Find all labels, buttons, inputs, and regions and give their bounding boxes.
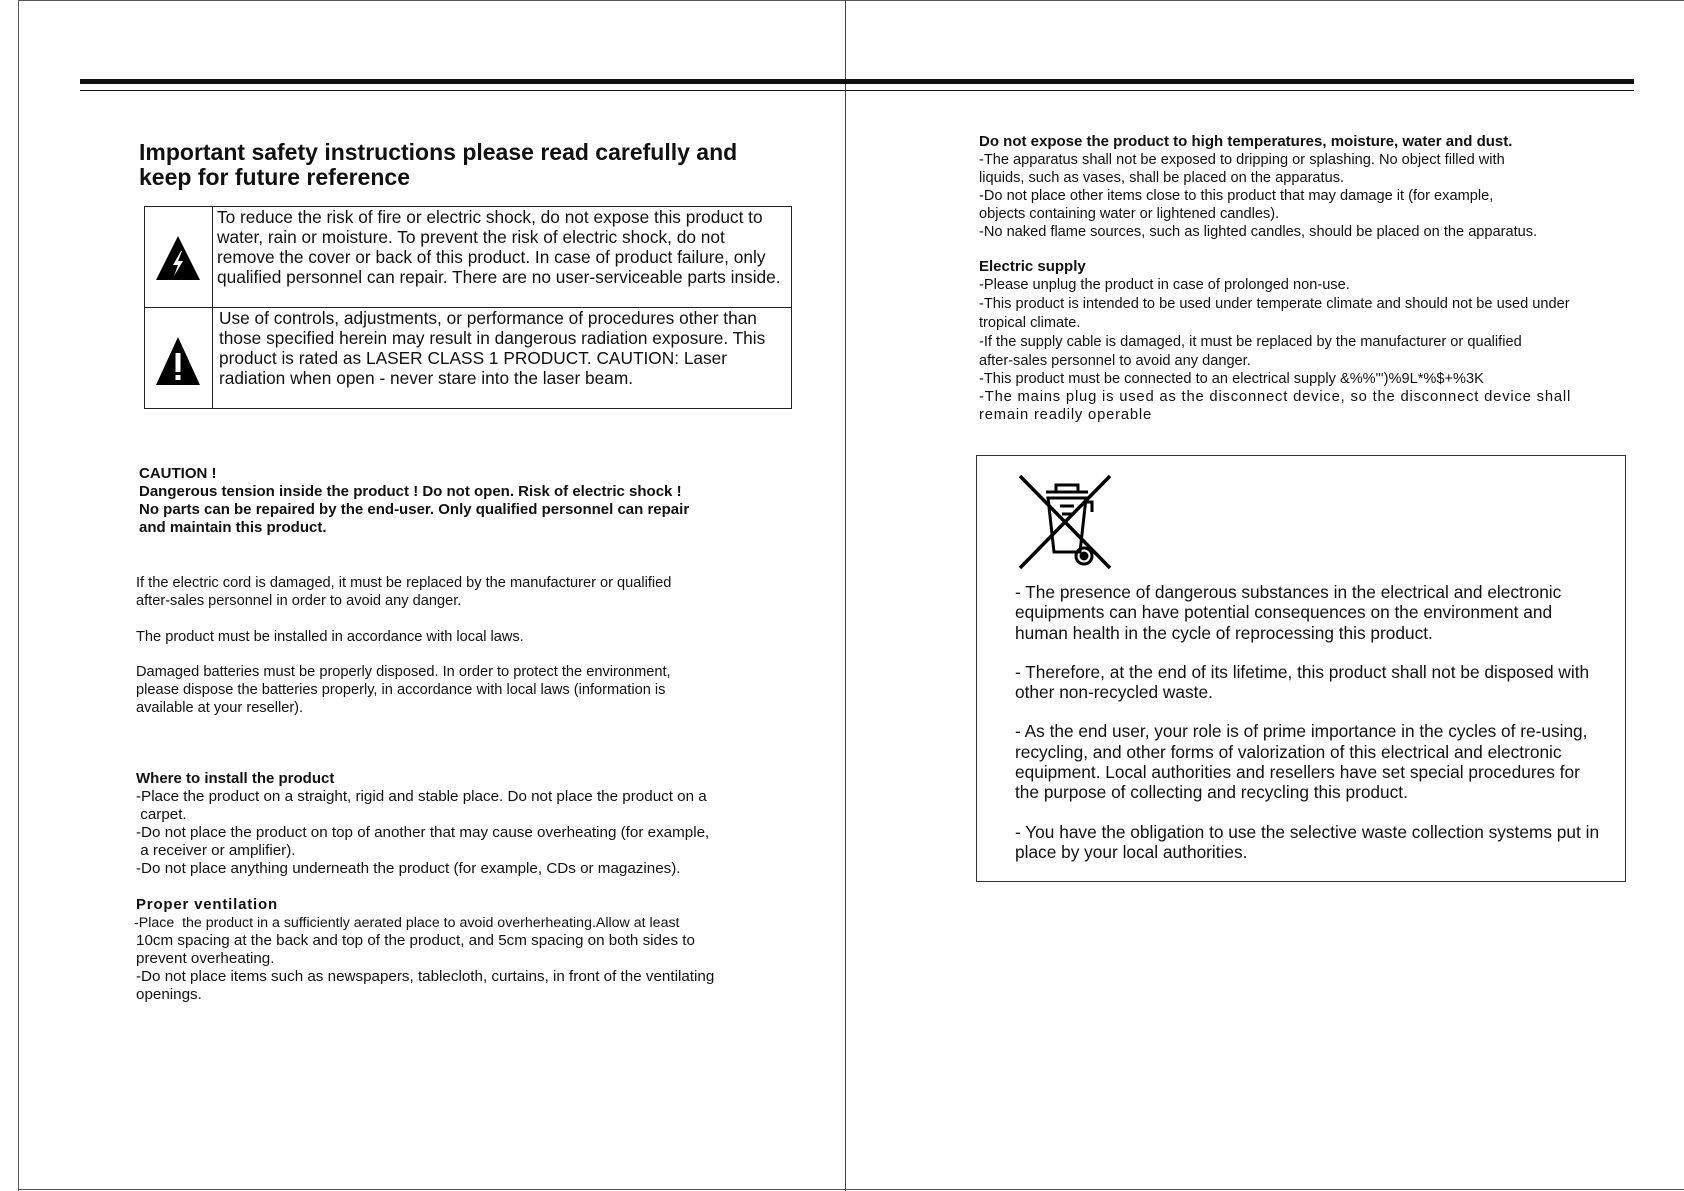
caution-line: and maintain this product. xyxy=(139,519,327,536)
exposure-line: -No naked flame sources, such as lighted candles, should be placed on the apparatus. xyxy=(979,224,1538,240)
weee-paragraph: - The presence of dangerous substances in the electrical and electronic equipments can have potential consequences on the environment and human health in the cycle of reprocessing this product. xyxy=(1015,582,1562,643)
warning-icon-cell xyxy=(145,308,213,408)
supply-line: tropical climate. xyxy=(979,315,1081,331)
supply-heading: Electric supply xyxy=(979,258,1086,275)
warning-icon-cell xyxy=(145,207,213,307)
page-title: Important safety instructions please read carefully and keep for future reference xyxy=(139,139,738,190)
page-spine-divider xyxy=(845,0,846,1191)
exposure-line: -The apparatus shall not be exposed to dripping or splashing. No object filled with xyxy=(979,152,1505,168)
batteries-text-line: available at your reseller). xyxy=(136,700,304,716)
exclamation-warning-icon xyxy=(154,335,202,387)
page-frame-bottom xyxy=(18,1189,1684,1190)
where-line: carpet. xyxy=(136,806,187,823)
header-rule-thin xyxy=(80,90,1634,91)
supply-line: -If the supply cable is damaged, it must be replaced by the manufacturer or qualified xyxy=(979,334,1522,350)
ventilation-line: -Place the product in a sufficiently aerated place to avoid overherheating.Allow at least xyxy=(134,915,680,931)
warning-table xyxy=(144,206,792,409)
cord-text-line: after-sales personnel in order to avoid any danger. xyxy=(136,593,462,609)
warning-row-electric xyxy=(145,207,791,308)
where-line: -Place the product on a straight, rigid and stable place. Do not place the product on a xyxy=(136,788,707,805)
weee-paragraph: - Therefore, at the end of its lifetime, this product shall not be disposed with other non-recycled waste. xyxy=(1015,661,1590,703)
exposure-heading: Do not expose the product to high temperatures, moisture, water and dust. xyxy=(979,133,1513,150)
weee-notice-box xyxy=(976,455,1626,882)
crossed-out-wheelie-bin-icon xyxy=(1014,472,1114,572)
lightning-warning-icon xyxy=(154,234,202,282)
page-frame-top xyxy=(18,0,1684,1)
exposure-line: liquids, such as vases, shall be placed on the apparatus. xyxy=(979,170,1345,186)
where-heading: Where to install the product xyxy=(136,770,335,787)
weee-paragraph: - You have the obligation to use the selective waste collection systems put in place by your local authorities. xyxy=(1015,821,1600,862)
caution-heading: CAUTION ! xyxy=(139,465,217,482)
caution-line: No parts can be repaired by the end-user. Only qualified personnel can repair xyxy=(139,501,690,518)
ventilation-line: openings. xyxy=(136,986,202,1003)
caution-line: Dangerous tension inside the product ! Do not open. Risk of electric shock ! xyxy=(139,483,682,500)
ventilation-line: 10cm spacing at the back and top of the product, and 5cm spacing on both sides to xyxy=(136,932,695,949)
exposure-line: objects containing water or lightened candles). xyxy=(979,206,1280,222)
where-line: a receiver or amplifier). xyxy=(136,842,296,859)
page-frame-left xyxy=(18,0,19,1191)
exposure-line: -Do not place other items close to this product that may damage it (for example, xyxy=(979,188,1494,204)
install-laws-text: The product must be installed in accordance with local laws. xyxy=(136,629,524,645)
supply-line: -This product must be connected to an electrical supply &%%"')%9L*%$+%3K xyxy=(979,371,1484,387)
supply-line: -Please unplug the product in case of prolonged non-use. xyxy=(979,277,1350,293)
warning-row-laser xyxy=(145,308,791,408)
warning-text-laser: Use of controls, adjustments, or performance of procedures other than those specified herein may result in dangerous radiation exposure. This product is rated as LASER CLASS 1 PRODUCT. CAUTION: Laser radiation when open - never stare into the laser beam. xyxy=(219,308,766,388)
weee-paragraph: - As the end user, your role is of prime importance in the cycles of re-using, recycling, and other forms of valorization of this electrical and electronic equipment. Local authorities and resellers have set special procedures for the purpose of collecting and recycling this product. xyxy=(1015,721,1588,803)
weee-text xyxy=(1015,582,1600,881)
warning-text-electric: To reduce the risk of fire or electric shock, do not expose this product to water, rain or moisture. To prevent the risk of electric shock, do not remove the cover or back of this product. In case of product failure, only qualified personnel can repair. There are no user-serviceable parts inside. xyxy=(217,207,781,287)
ventilation-line: prevent overheating. xyxy=(136,950,275,967)
supply-line: remain readily operable xyxy=(979,407,1153,423)
supply-line: -This product is intended to be used under temperate climate and should not be used under xyxy=(979,296,1570,312)
where-line: -Do not place the product on top of another that may cause overheating (for example, xyxy=(136,824,710,841)
cord-text-line: If the electric cord is damaged, it must be replaced by the manufacturer or qualified xyxy=(136,575,672,591)
batteries-text-line: please dispose the batteries properly, in accordance with local laws (information is xyxy=(136,682,666,698)
ventilation-heading: Proper ventilation xyxy=(136,896,278,913)
supply-line: -The mains plug is used as the disconnect device, so the disconnect device shall xyxy=(979,389,1572,405)
batteries-text-line: Damaged batteries must be properly disposed. In order to protect the environment, xyxy=(136,664,671,680)
where-line: -Do not place anything underneath the product (for example, CDs or magazines). xyxy=(136,860,681,877)
header-rule-thick xyxy=(80,79,1634,84)
supply-line: after-sales personnel to avoid any danger. xyxy=(979,353,1251,369)
ventilation-line: -Do not place items such as newspapers, tablecloth, curtains, in front of the ventilating xyxy=(136,968,715,985)
